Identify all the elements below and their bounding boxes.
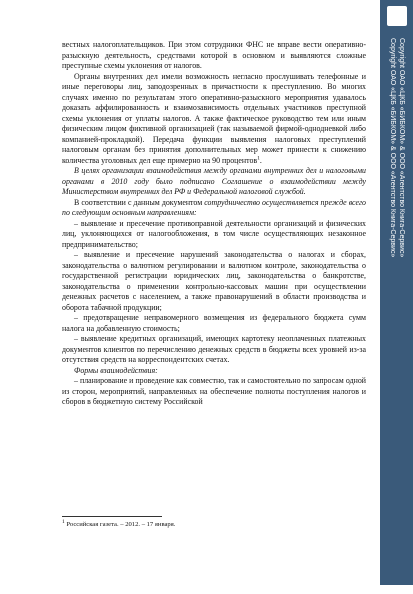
paragraph-2: Органы внутренних дел имели возможность негласно прослушивать телефонные и иные переговоры лиц, заподозренных в причастности к преступлению. Во многих случаях именно по результатам этого оперативно-разыскного мероприятия удавалось доказать аффилированность и взаимозависимость отдельных участников преступной схемы уклонения от уплаты налогов. А также фактическое руководство тем или иным физическим лицом фиктивной организацией (так называемой фирмой-однодневкой либо компанией-прокладкой). Передача функции выявления налоговых преступлений налоговым органам без принятия дополнительных мер может принести к снижению количества уголовных дел еще примерно на 90 процентов$^1$. (62, 71, 366, 165)
copyright-line-1: Copyright ОАО «ЦКБ «БИБКОМ» & ООО «Aгентство Книга-Сервис» (398, 38, 405, 258)
paragraph-8: – выявление кредитных организаций, имеющих картотеку неоплаченных платежных документов клиентов по перечислению денежных средств в бюджеты всех уровней из-за отсутствия средств на корреспондентских счетах. (62, 334, 366, 364)
paragraph-4-italic: сотрудничество осуществляется прежде всего по следующим основным направлениям: (62, 197, 366, 217)
copyright-side-banner (380, 0, 413, 585)
footnote-marker: 1 (62, 518, 65, 525)
copyright-line-2: Copyright ОАО «ЦКБ «БИБКОМ» & ООО «Aгентство Книга-Сервис» (389, 38, 396, 258)
paragraph-5: – выявление и пресечение противоправной деятельности организаций и физических лиц, уклоняющихся от налогообложения, в том числе осуществляющих незаконное предпринимательство; (62, 218, 366, 249)
footnote-divider (62, 516, 162, 517)
publisher-logo-icon (387, 6, 407, 26)
paragraph-3: В целях организации взаимодействия между органами внутренних дел и налоговыми органами в 2010 году было подписано Соглашение о взаимодействии между Министерством внутренних дел РФ и Федеральной налоговой службой. (62, 166, 366, 196)
paragraph-9: Формы взаимодействия: (74, 365, 158, 375)
paragraph-4 (62, 198, 366, 219)
copyright-text (380, 34, 413, 594)
body-text (62, 40, 366, 408)
paragraph-6: – выявление и пресечение нарушений законодательства о налогах и сборах, законодательства о валютном регулировании и валютном контроле, законодательства о государственной регистрации юридических лиц, законодательства о банкротстве, законодательства о применении контрольно-кассовых машин при осуществлении денежных расчетов с населением, а также правонарушений в области производства и оборота табачной продукции; (62, 250, 366, 312)
footnote-text: Российская газета. – 2012. – 17 января. (64, 521, 176, 528)
footnote (62, 518, 362, 529)
paragraph-1: вестных налогоплательщиков. При этом сотрудники ФНС не вправе вести оперативно-разыскную деятельность, средствами которой в основном и выявляются сложные преступные схемы уклонения от налогов. (62, 40, 366, 70)
paragraph-2-text: Органы внутренних дел имели возможность негласно прослушивать телефонные и иные переговоры лиц, заподозренных в причастности к преступлению. Во многих случаях именно по результатам этого оперативно-разыскного мероприятия удавалось доказать аффилированность и взаимозависимость отдельных участников преступной схемы уклонения от уплаты налогов. А также фактическое руководство тем или иным физическим лицом фиктивной организацией (так называемой фирмой-однодневкой либо компанией-прокладкой). Передача функции выявления налоговых преступлений налоговым органам без принятия дополнительных мер может принести к снижению количества уголовных дел еще примерно на 90 процентов (62, 71, 366, 165)
paragraph-10: – планирование и проведение как совместно, так и самостоятельно по запросам одной из сторон, мероприятий, направленных на обеспечение полноты поступления налогов и сборов в бюджетную систему Российской (62, 376, 366, 406)
footnote-ref[interactable]: 1 (257, 154, 260, 161)
paragraph-7: – предотвращение неправомерного возмещения из федерального бюджета сумм налога на добавленную стоимость; (62, 313, 366, 333)
paragraph-4-normal: В соответствии с данным документом (74, 197, 205, 207)
